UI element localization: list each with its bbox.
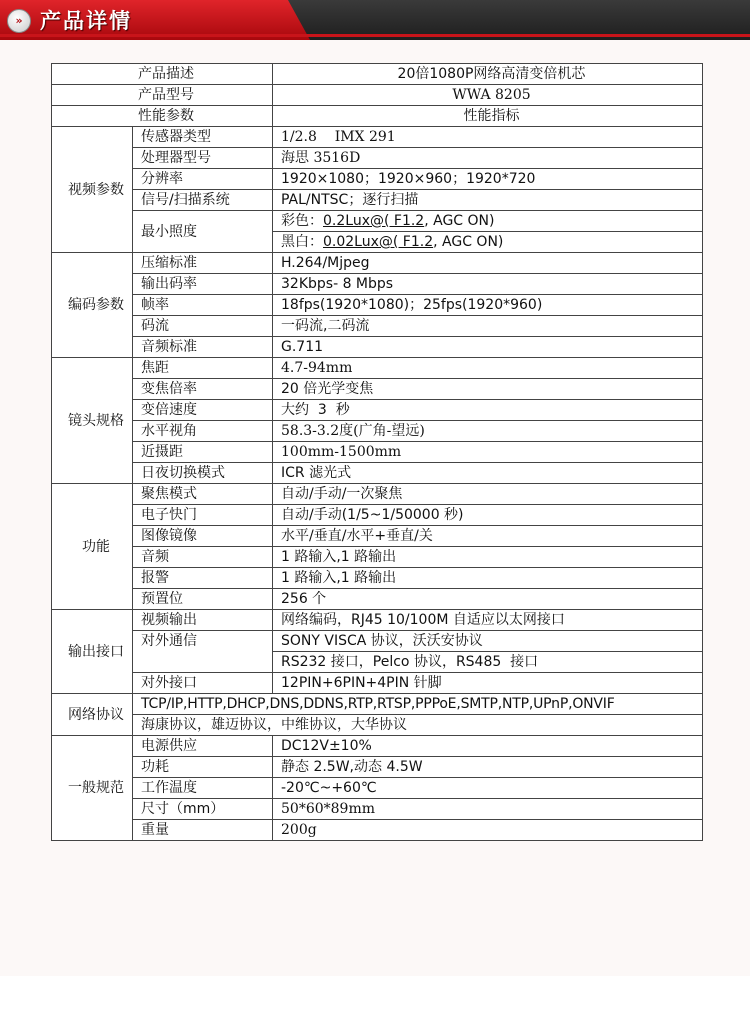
- row-label: 性能参数: [52, 106, 273, 127]
- table-row: [52, 799, 703, 820]
- table-row: [52, 190, 703, 211]
- group-label: 视频参数: [52, 127, 133, 253]
- row-value: 大约 3 秒: [273, 400, 703, 421]
- row-value: TCP/IP,HTTP,DHCP,DNS,DDNS,RTP,RTSP,PPPoE,SMTP,NTP,UPnP,ONVIF: [133, 694, 703, 715]
- table-row: [52, 547, 703, 568]
- row-value: 20倍1080P网络高清变倍机芯: [273, 64, 703, 85]
- table-row: [52, 85, 703, 106]
- row-label: 对外接口: [133, 673, 273, 694]
- table-row: [52, 400, 703, 421]
- group-label: 输出接口: [52, 610, 133, 694]
- row-label: 水平视角: [133, 421, 273, 442]
- row-value: 性能指标: [273, 106, 703, 127]
- row-value: ICR 滤光式: [273, 463, 703, 484]
- row-label: 工作温度: [133, 778, 273, 799]
- row-value: 50*60*89mm: [273, 799, 703, 820]
- table-row: [52, 148, 703, 169]
- row-label: 预置位: [133, 589, 273, 610]
- group-label: 一般规范: [52, 736, 133, 841]
- row-label: 帧率: [133, 295, 273, 316]
- group-label: 网络协议: [52, 694, 133, 736]
- row-value: 256 个: [273, 589, 703, 610]
- table-row: [52, 442, 703, 463]
- row-label: 报警: [133, 568, 273, 589]
- table-row: [52, 64, 703, 85]
- row-label: 产品型号: [52, 85, 273, 106]
- row-label: 产品描述: [52, 64, 273, 85]
- group-label: 编码参数: [52, 253, 133, 358]
- row-label: 视频输出: [133, 610, 273, 631]
- table-row: [52, 421, 703, 442]
- row-label: 输出码率: [133, 274, 273, 295]
- row-label: 信号/扫描系统: [133, 190, 273, 211]
- row-label: 音频标准: [133, 337, 273, 358]
- row-value: 1 路输入,1 路输出: [273, 547, 703, 568]
- row-value: 32Kbps- 8 Mbps: [273, 274, 703, 295]
- table-row: [52, 589, 703, 610]
- row-value: SONY VISCA 协议，沃沃安协议: [273, 631, 703, 652]
- bw-lux-prefix: 黑白：: [281, 234, 323, 250]
- table-row: [52, 169, 703, 190]
- row-label: 音频: [133, 547, 273, 568]
- row-label: 传感器类型: [133, 127, 273, 148]
- row-value: 1 路输入,1 路输出: [273, 568, 703, 589]
- row-value: DC12V±10%: [273, 736, 703, 757]
- double-chevron-icon: »: [7, 9, 31, 33]
- table-row: [52, 610, 703, 631]
- row-value: 网络编码，RJ45 10/100M 自适应以太网接口: [273, 610, 703, 631]
- table-row: [52, 505, 703, 526]
- table-row: [52, 337, 703, 358]
- table-row: [52, 253, 703, 274]
- row-value: 200g: [273, 820, 703, 841]
- row-label: 聚焦模式: [133, 484, 273, 505]
- table-row: [52, 778, 703, 799]
- bw-lux-value: 0.02Lux@( F1.2: [323, 234, 434, 250]
- table-row: [52, 631, 703, 652]
- row-label: 压缩标准: [133, 253, 273, 274]
- table-row: [52, 820, 703, 841]
- table-row: [52, 484, 703, 505]
- row-label: 图像镜像: [133, 526, 273, 547]
- row-label: 处理器型号: [133, 148, 273, 169]
- row-value: 1/2.8 IMX 291: [273, 127, 703, 148]
- row-value: 静态 2.5W,动态 4.5W: [273, 757, 703, 778]
- row-label: 变倍速度: [133, 400, 273, 421]
- table-row: [52, 526, 703, 547]
- table-row: [52, 211, 703, 232]
- row-value: 18fps(1920*1080)；25fps(1920*960): [273, 295, 703, 316]
- row-value: 自动/手动(1/5~1/50000 秒): [273, 505, 703, 526]
- row-value: -20℃~+60℃: [273, 778, 703, 799]
- row-label: 重量: [133, 820, 273, 841]
- table-row: [52, 379, 703, 400]
- row-value: RS232 接口，Pelco 协议，RS485 接口: [273, 652, 703, 673]
- table-row: [52, 106, 703, 127]
- row-label: 对外通信: [133, 631, 273, 673]
- row-value: 海思 3516D: [273, 148, 703, 169]
- color-lux-value: 0.2Lux@( F1.2: [323, 213, 425, 229]
- table-row: [52, 463, 703, 484]
- row-value: 100mm-1500mm: [273, 442, 703, 463]
- row-value: G.711: [273, 337, 703, 358]
- row-value: 20 倍光学变焦: [273, 379, 703, 400]
- group-label: 功能: [52, 484, 133, 610]
- table-row: [52, 568, 703, 589]
- table-row: [52, 295, 703, 316]
- section-title: 产品详情: [40, 9, 132, 33]
- row-value: [273, 232, 703, 253]
- row-label: 电子快门: [133, 505, 273, 526]
- row-label: 日夜切换模式: [133, 463, 273, 484]
- spec-table: [51, 63, 703, 841]
- row-label: 最小照度: [133, 211, 273, 253]
- row-value: 海康协议，雄迈协议，中维协议，大华协议: [133, 715, 703, 736]
- table-row: [52, 274, 703, 295]
- row-label: 尺寸（mm）: [133, 799, 273, 820]
- row-value: 58.3-3.2度(广角-望远): [273, 421, 703, 442]
- table-row: [52, 715, 703, 736]
- table-row: [52, 673, 703, 694]
- row-label: 功耗: [133, 757, 273, 778]
- row-value: PAL/NTSC；逐行扫描: [273, 190, 703, 211]
- row-label: 近摄距: [133, 442, 273, 463]
- table-row: [52, 757, 703, 778]
- row-label: 码流: [133, 316, 273, 337]
- row-value: 4.7-94mm: [273, 358, 703, 379]
- table-row: [52, 316, 703, 337]
- table-row: [52, 127, 703, 148]
- row-value: 一码流,二码流: [273, 316, 703, 337]
- row-value: [273, 211, 703, 232]
- table-row: [52, 694, 703, 715]
- row-value: 水平/垂直/水平+垂直/关: [273, 526, 703, 547]
- section-header: [0, 0, 750, 40]
- color-lux-suffix: , AGC ON): [424, 213, 495, 229]
- row-value: 1920×1080；1920×960；1920*720: [273, 169, 703, 190]
- table-row: [52, 358, 703, 379]
- row-label: 变焦倍率: [133, 379, 273, 400]
- row-label: 分辨率: [133, 169, 273, 190]
- table-row: [52, 736, 703, 757]
- bw-lux-suffix: , AGC ON): [433, 234, 504, 250]
- color-lux-prefix: 彩色：: [281, 213, 323, 229]
- row-value: WWA 8205: [273, 85, 703, 106]
- row-value: 12PIN+6PIN+4PIN 针脚: [273, 673, 703, 694]
- group-label: 镜头规格: [52, 358, 133, 484]
- row-label: 电源供应: [133, 736, 273, 757]
- row-value: H.264/Mjpeg: [273, 253, 703, 274]
- row-label: 焦距: [133, 358, 273, 379]
- row-value: 自动/手动/一次聚焦: [273, 484, 703, 505]
